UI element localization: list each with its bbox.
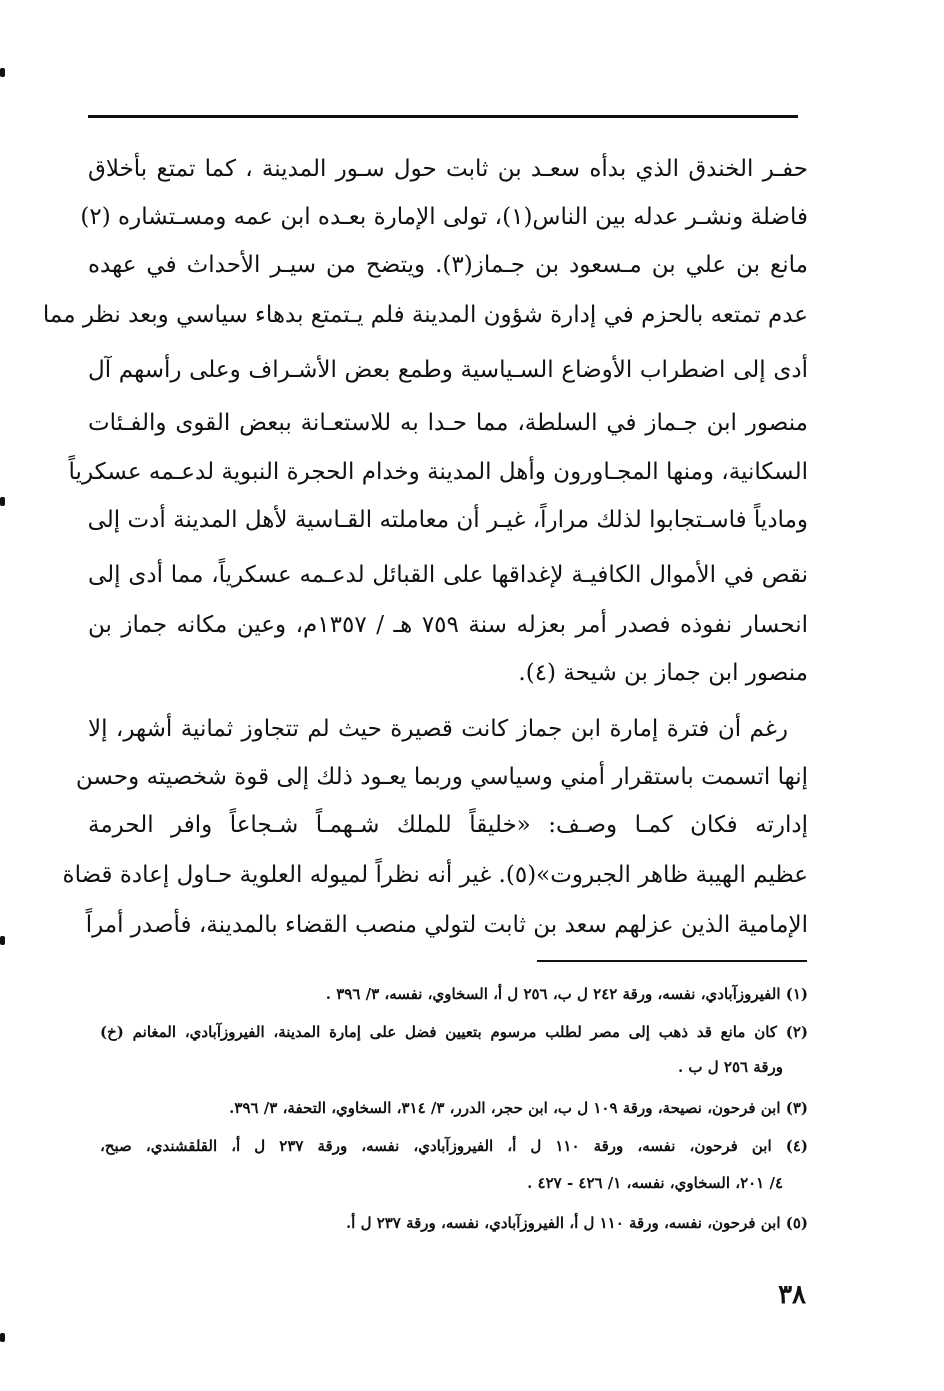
text-line: عظيم الهيبة ظاهر الجبروت»(٥). غير أنه نظراً لميوله العلوية حـاول إعادة قضاة: [62, 862, 808, 888]
footnote-3: (٣) ابن فرحون، نصيحة، ورقة ١٠٩ ل ب، ابن حجر، الدرر، ٣/ ٣١٤، السخاوي، التحفة، ٣/ ٣٩٦.: [229, 1099, 808, 1117]
scan-mark: [0, 497, 5, 506]
footnote-4-continued: ٤/ ٢٠١، السخاوي، نفسه، ١/ ٤٢٦ - ٤٢٧ .: [527, 1174, 783, 1192]
text-line: الإمامية الذين عزلهم سعد بن ثابت لتولي منصب القضاء بالمدينة، فأصدر أمراً: [85, 912, 808, 938]
text-line: نقص في الأموال الكافيـة لإغداقها على القبائل لدعـمه عسكرياً، مما أدى إلى: [88, 562, 808, 588]
text-line: منصور ابن جـماز في السلطة، مما حـدا به للاستعـانة ببعض القوى والفـئات: [88, 410, 808, 436]
text-line: منصور ابن جماز بن شيحة (٤).: [518, 660, 808, 686]
text-line: السكانية، ومنها المجـاورون وأهل المدينة وخدام الحجرة النبوية لدعـمه عسكرياً: [68, 459, 808, 485]
text-line: مانع بن علي بن مـسعود بن جـماز(٣). ويتضح من سيـر الأحداث في عهده: [88, 252, 808, 278]
text-line: عدم تمتعه بالحزم في إدارة شؤون المدينة فلم يـتمتع بدهاء سياسي وبعد نظر مما: [42, 302, 808, 328]
text-line: حفـر الخندق الذي بدأه سعـد بن ثابت حول سـور المدينة ، كما تمتع بأخلاق: [88, 156, 808, 182]
text-line: إدارته فكان كمـا وصـف: «خليقاً للملك شـهمـاً شـجاعاً وافر الحرمة: [88, 812, 808, 838]
text-line: انحسار نفوذه فصدر أمر بعزله سنة ٧٥٩ هـ / ١٣٥٧م، وعين مكانه جماز بن: [88, 612, 808, 638]
page-number: ٣٨: [778, 1280, 806, 1310]
text-line: إنها اتسمت باستقرار أمني وسياسي وربما يعـود ذلك إلى قوة شخصيته وحسن: [75, 764, 808, 790]
footnote-2-continued: ورقة ٢٥٦ ل ب .: [677, 1058, 783, 1076]
footnote-separator: [537, 960, 807, 962]
header-rule: [88, 115, 798, 118]
text-line: أدى إلى اضطراب الأوضاع السـياسية وطمع بعض الأشـراف وعلى رأسهم آل: [88, 357, 808, 383]
text-line: ومادياً فاسـتجابوا لذلك مراراً، غيـر أن معاملته القـاسية لأهل المدينة أدت إلى: [87, 507, 808, 533]
text-line: فاضلة ونشـر عدله بين الناس(١)، تولى الإمارة بعـده ابن عمه ومسـتشاره (٢): [80, 204, 808, 230]
scan-mark: [0, 68, 5, 77]
scan-mark: [0, 1333, 5, 1342]
footnote-4: (٤) ابن فرحون، نفسه، ورقة ١١٠ ل أ، الفيروزآبادي، نفسه، ورقة ٢٣٧ ل أ، القلقشندي، صبح،: [100, 1137, 808, 1155]
scan-mark: [0, 936, 5, 945]
text-line: رغم أن فترة إمارة ابن جماز كانت قصيرة حيث لم تتجاوز ثمانية أشهر، إلا: [88, 716, 788, 742]
footnote-1: (١) الفيروزآبادي، نفسه، ورقة ٢٤٢ ل ب، ٢٥٦ ل أ، السخاوي، نفسه، ٣/ ٣٩٦ .: [325, 985, 808, 1003]
footnote-5: (٥) ابن فرحون، نفسه، ورقة ١١٠ ل أ، الفيروزآبادي، نفسه، ورقة ٢٣٧ ل أ.: [345, 1214, 808, 1232]
footnote-2: (٢) كان مانع قد ذهب إلى مصر لطلب مرسوم بتعيين فضل على إمارة المدينة، الفيروزآبادي، المغانم (خ): [100, 1023, 808, 1041]
